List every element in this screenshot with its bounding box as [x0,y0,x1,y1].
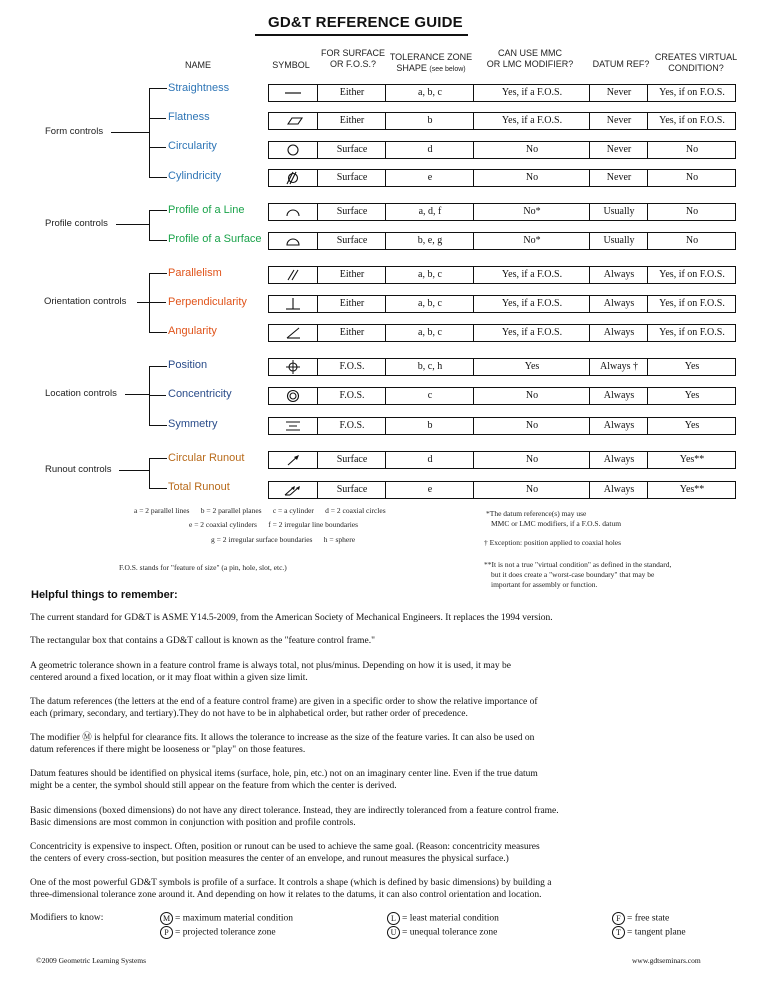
modifier-u-icon: U [387,926,400,939]
table-row: F.O.S. b, c, h Yes Always † Yes [268,358,736,376]
cylindricity-icon [279,171,307,185]
fos-note: F.O.S. stands for "feature of size" (a pin, hole, slot, etc.) [119,563,287,572]
orientation-connector [137,302,149,303]
name-profile-line: Profile of a Line [168,204,245,216]
table-row: F.O.S. b No Always Yes [268,417,736,435]
name-total-runout: Total Runout [168,481,230,493]
profile-surface-icon [279,234,307,248]
modifier-f-icon: F [612,912,625,925]
paragraph: The current standard for GD&T is ASME Y14.5-2009, from the American Society of Mechanical Engineers. It replaces the 1994 version. [30,613,553,623]
modifier-mmc: M = maximum material condition [160,912,293,925]
table-row: Either a, b, c Yes, if a F.O.S. Always Yes, if on F.O.S. [268,295,736,313]
title-underline [255,34,468,36]
position-icon [279,360,307,374]
circularity-icon [279,143,307,157]
flatness-icon [279,114,307,128]
note-star: *The datum reference(s) may use MMC or LMC modifiers, if a F.O.S. datum [486,509,622,528]
concentricity-icon [279,389,307,403]
table-row: Surface e No Never No [268,169,736,187]
runout-connector [119,470,149,471]
orientation-bracket [149,273,167,333]
table-row: Surface d No Always Yes** [268,451,736,469]
paragraph: The rectangular box that contains a GD&T callout is known as the "feature control frame." [30,636,375,646]
name-cylindricity: Cylindricity [168,170,222,182]
modifier-tangent: T = tangent plane [612,926,686,939]
page-title: GD&T REFERENCE GUIDE [268,14,463,31]
modifier-m-icon: M [160,912,173,925]
total-runout-icon [279,483,307,497]
table-row: Surface e No Always Yes** [268,481,736,499]
name-angularity: Angularity [168,325,217,337]
name-concentricity: Concentricity [168,388,232,400]
modifier-unequal: U = unequal tolerance zone [387,926,497,939]
straightness-icon [279,86,307,100]
modifier-lmc: L = least material condition [387,912,499,925]
note-double-star: **It is not a true "virtual condition" as defined in the standard, but it does create a "worst-case boundary" that may be important for assembly or function. [484,560,672,589]
paragraph: A geometric tolerance shown in a feature control frame is always total, not plus/minus. Depending on how it is used, it may be centered around a fixed location, or it may float within a given size limit. [30,661,511,683]
parallelism-icon [279,268,307,282]
legend-line-1: a = 2 parallel lines b = 2 parallel planes c = a cylinder d = 2 coaxial circles [134,506,386,515]
group-form: Form controls [45,126,104,137]
runout-bracket [149,458,167,489]
modifier-l-icon: L [387,912,400,925]
table-row: Either a, b, c Yes, if a F.O.S. Always Yes, if on F.O.S. [268,324,736,342]
header-virtual: CREATES VIRTUAL CONDITION? [654,52,738,73]
legend-line-2: e = 2 coaxial cylinders f = 2 irregular line boundaries [189,520,359,529]
paragraph: One of the most powerful GD&T symbols is profile of a surface. It controls a shape (which is defined by basic dimensions) by building a three-dimensional tolerance zone around it. And depending on how it relates to the datums, it can also control orientation and location. [30,878,552,900]
header-name: NAME [184,60,211,70]
profile-bracket [149,210,167,241]
group-location: Location controls [45,388,117,399]
modifier-projected: P = projected tolerance zone [160,926,276,939]
name-flatness: Flatness [168,111,210,123]
paragraph: The modifier Ⓜ is helpful for clearance fits. It allows the tolerance to increase as the size of the feature varies. It can also be used on datum references if there might be looseness or "play" on those features. [30,733,535,755]
header-symbol: SYMBOL [272,60,310,70]
location-bracket [149,366,167,426]
note-dagger: † Exception: position applied to coaxial holes [484,538,622,547]
table-row: Either b Yes, if a F.O.S. Never Yes, if on F.O.S. [268,112,736,130]
header-mmc: CAN USE MMC OR LMC MODIFIER? [486,48,574,69]
group-profile: Profile controls [45,218,108,229]
location-connector [125,394,149,395]
group-runout: Runout controls [45,464,112,475]
modifier-t-icon: T [612,926,625,939]
header-surface-fos: FOR SURFACE OR F.O.S.? [320,48,385,69]
perpendicularity-icon [279,297,307,311]
angularity-icon [279,326,307,340]
modifiers-label: Modifiers to know: [30,913,104,923]
symmetry-icon [279,419,307,433]
form-bracket [149,88,167,178]
helpful-heading: Helpful things to remember: [31,589,178,601]
table-row: Surface b, e, g No* Usually No [268,232,736,250]
profile-line-icon [279,205,307,219]
paragraph: Basic dimensions (boxed dimensions) do not have any direct tolerance. Instead, they are indirectly toleranced from a feature control frame. Basic dimensions are most common in conjunction with position and profile controls. [30,806,559,828]
table-row: Either a, b, c Yes, if a F.O.S. Always Yes, if on F.O.S. [268,266,736,284]
name-parallelism: Parallelism [168,267,222,279]
circular-runout-icon [279,453,307,467]
header-datum: DATUM REF? [592,59,650,69]
modifier-p-icon: P [160,926,173,939]
form-connector [111,132,149,133]
name-perpendicularity: Perpendicularity [168,296,247,308]
name-circular-runout: Circular Runout [168,452,245,464]
paragraph: Concentricity is expensive to inspect. Often, position or runout can be used to achieve the same goal. (Reason: concentricity measures the centers of every cross-section, but position measures the center of an envelope, and runout measures the physical surface.) [30,842,540,864]
modifier-free-state: F = free state [612,912,669,925]
name-circularity: Circularity [168,140,217,152]
name-straightness: Straightness [168,82,230,94]
paragraph: The datum references (the letters at the end of a feature control frame) are given in a specific order to show the relative importance of each (primary, secondary, and tertiary).They do not have to be in alphabetical order, but rather order of precedence. [30,697,538,719]
legend-line-3: g = 2 irregular surface boundaries h = sphere [211,535,356,544]
paragraph: Datum features should be identified on physical items (surface, hole, pin, etc.) not on an imaginary center line. Even if the true datum might be a center, the symbol should still appear on the feature from which the center is derived. [30,769,538,791]
group-orientation: Orientation controls [44,296,127,307]
footer-copyright: ©2009 Geometric Learning Systems [36,956,147,965]
header-zone: TOLERANCE ZONE SHAPE (see below) [389,52,473,73]
footer-website: www.gdtseminars.com [632,956,701,965]
name-position: Position [168,359,208,371]
table-row: Surface d No Never No [268,141,736,159]
name-symmetry: Symmetry [168,418,218,430]
name-profile-surface: Profile of a Surface [168,233,262,245]
profile-connector [116,224,149,225]
table-row: Either a, b, c Yes, if a F.O.S. Never Yes, if on F.O.S. [268,84,736,102]
table-row: Surface a, d, f No* Usually No [268,203,736,221]
table-row: F.O.S. c No Always Yes [268,387,736,405]
